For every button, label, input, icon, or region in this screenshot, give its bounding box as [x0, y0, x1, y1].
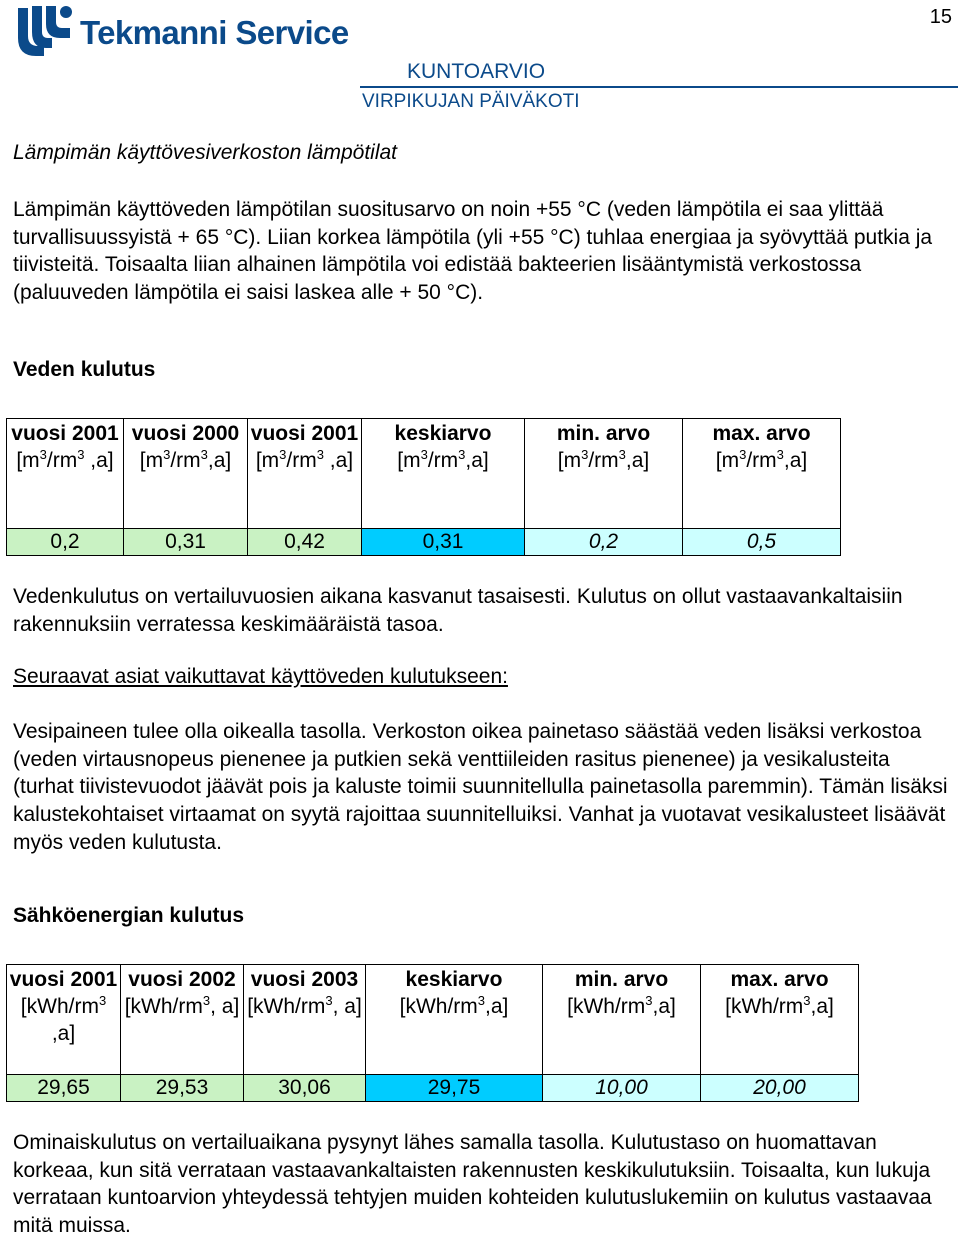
header-cell-year-2001b: vuosi 2001 [$m^3/rm^3$ ,a] — [248, 419, 362, 529]
unit-label: $[kWh/rm^3,a]$ — [725, 993, 834, 1018]
document-title: KUNTOARVIO — [407, 60, 546, 83]
header-cell-year-2002: vuosi 2002 [$kWh/rm^3$, a] — [121, 965, 244, 1075]
logo-emblem-icon — [12, 2, 76, 60]
header-cell-year-2001: vuosi 2001 [$m^3/rm^3$ ,a] — [7, 419, 124, 529]
header-cell-year-2003: vuosi 2003 [$kWh/rm^3$, a] — [244, 965, 366, 1075]
header-cell-average: keskiarvo $[kWh/rm^3,a]$ — [366, 965, 543, 1075]
electricity-consumption-table — [6, 964, 859, 1102]
electricity-heading: Sähköenergian kulutus — [13, 904, 245, 927]
value-cell: 0,42 — [248, 529, 362, 556]
unit-label: [$m^3/rm^3$ ,a] — [16, 447, 114, 472]
unit-label: [$m^3/rm^3$ ,a] — [255, 447, 354, 472]
value-cell: 0,31 — [124, 529, 248, 556]
header-divider — [360, 86, 958, 88]
unit-label: $[m^3/rm^3,a]$ — [139, 447, 232, 472]
water-paragraph: Vedenkulutus on vertailuvuosien aikana kasvanut tasaisesti. Kulutus on ollut vastaavankaltaisiin rakennuksiin verratessa keskimääräistä tasoa. — [13, 585, 903, 636]
hot-water-heading: Lämpimän käyttövesiverkoston lämpötilat — [13, 141, 398, 164]
unit-label: $[m^3/rm^3,a]$ — [715, 447, 808, 472]
logo-text: Tekmanni Service — [80, 14, 349, 51]
header-cell-max: max. arvo $[kWh/rm^3,a]$ — [701, 965, 859, 1075]
page-number: 15 — [929, 6, 952, 28]
value-cell: 20,00 — [701, 1075, 859, 1102]
value-cell: 0,2 — [525, 529, 683, 556]
value-cell: 29,65 — [7, 1075, 121, 1102]
unit-label: [$kWh/rm^3$ ,a] — [20, 993, 107, 1045]
water-consumption-heading: Veden kulutus — [13, 358, 156, 381]
electricity-paragraph: Ominaiskulutus on vertailuaikana pysynyt lähes samalla tasolla. Kulutustaso on huomattavan korkeaa, kun sitä verrataan vastaavankaltaisten rakennusten keskikulutuksiin. Toisaalta, kun lukuja verrataan kuntoarvion yhteydessä tehtyjen muiden kohteiden kulutuslukemiin on kulutus vastaavaa mitä muissa. — [13, 1131, 932, 1238]
header-cell-year-2000: vuosi 2000 $[m^3/rm^3,a]$ — [124, 419, 248, 529]
unit-label: [$kWh/rm^3$, a] — [124, 993, 240, 1018]
unit-label: $[kWh/rm^3,a]$ — [399, 993, 509, 1018]
unit-label: [$kWh/rm^3$, a] — [247, 993, 362, 1018]
water-consumption-table — [6, 418, 841, 556]
value-cell: 10,00 — [543, 1075, 701, 1102]
value-cell: 0,5 — [683, 529, 841, 556]
header-cell-max: max. arvo $[m^3/rm^3,a]$ — [683, 419, 841, 529]
company-logo — [12, 2, 362, 62]
hot-water-paragraph: Lämpimän käyttöveden lämpötilan suositusarvo on noin +55 °C (veden lämpötila ei saa ylittää turvallisuussyistä + 65 °C). Liian korkea lämpötila (yli +55 °C) tuhlaa energiaa ja syövyttää putkia ja tiivisteitä. Toisaalta liian alhainen lämpötila voi edistää bakteerien lisääntymistä verkostossa (paluuveden lämpötila ei saisi laskea alle + 50 °C). — [13, 198, 933, 305]
water-factors-paragraph: Vesipaineen tulee olla oikealla tasolla. Verkoston oikea painetaso säästää veden lisäksi verkostoa (veden virtausnopeus pienenee ja putkien sekä venttiileiden rasitus pienenee) ja vesikalusteita (turhat tiivistevuodot jäävät pois ja kaluste toimii suunnitellulla painetasolla paremmin). Tämän lisäksi kalustekohtaiset virtaamat on syytä rajoittaa suunnitelluiksi. Vanhat ja vuotavat vesikalusteet lisäävät myös veden kulutusta. — [13, 720, 948, 854]
unit-label: $[m^3/rm^3,a]$ — [397, 447, 489, 472]
table-row — [7, 529, 841, 556]
value-cell: 30,06 — [244, 1075, 366, 1102]
header-cell-min: min. arvo $[kWh/rm^3,a]$ — [543, 965, 701, 1075]
header-cell-year-2001: vuosi 2001 [$kWh/rm^3$ ,a] — [7, 965, 121, 1075]
value-cell: 0,2 — [7, 529, 124, 556]
table-header-row — [7, 965, 859, 1075]
document-subtitle: VIRPIKUJAN PÄIVÄKOTI — [362, 91, 580, 112]
value-cell: 29,53 — [121, 1075, 244, 1102]
table-header-row — [7, 419, 841, 529]
value-cell: 0,31 — [362, 529, 525, 556]
value-cell: 29,75 — [366, 1075, 543, 1102]
water-factors-subheading: Seuraavat asiat vaikuttavat käyttöveden kulutukseen: — [13, 665, 508, 688]
header-cell-average: keskiarvo $[m^3/rm^3,a]$ — [362, 419, 525, 529]
table-row — [7, 1075, 859, 1102]
unit-label: $[kWh/rm^3,a]$ — [567, 993, 676, 1018]
header-cell-min: min. arvo $[m^3/rm^3,a]$ — [525, 419, 683, 529]
unit-label: $[m^3/rm^3,a]$ — [557, 447, 650, 472]
